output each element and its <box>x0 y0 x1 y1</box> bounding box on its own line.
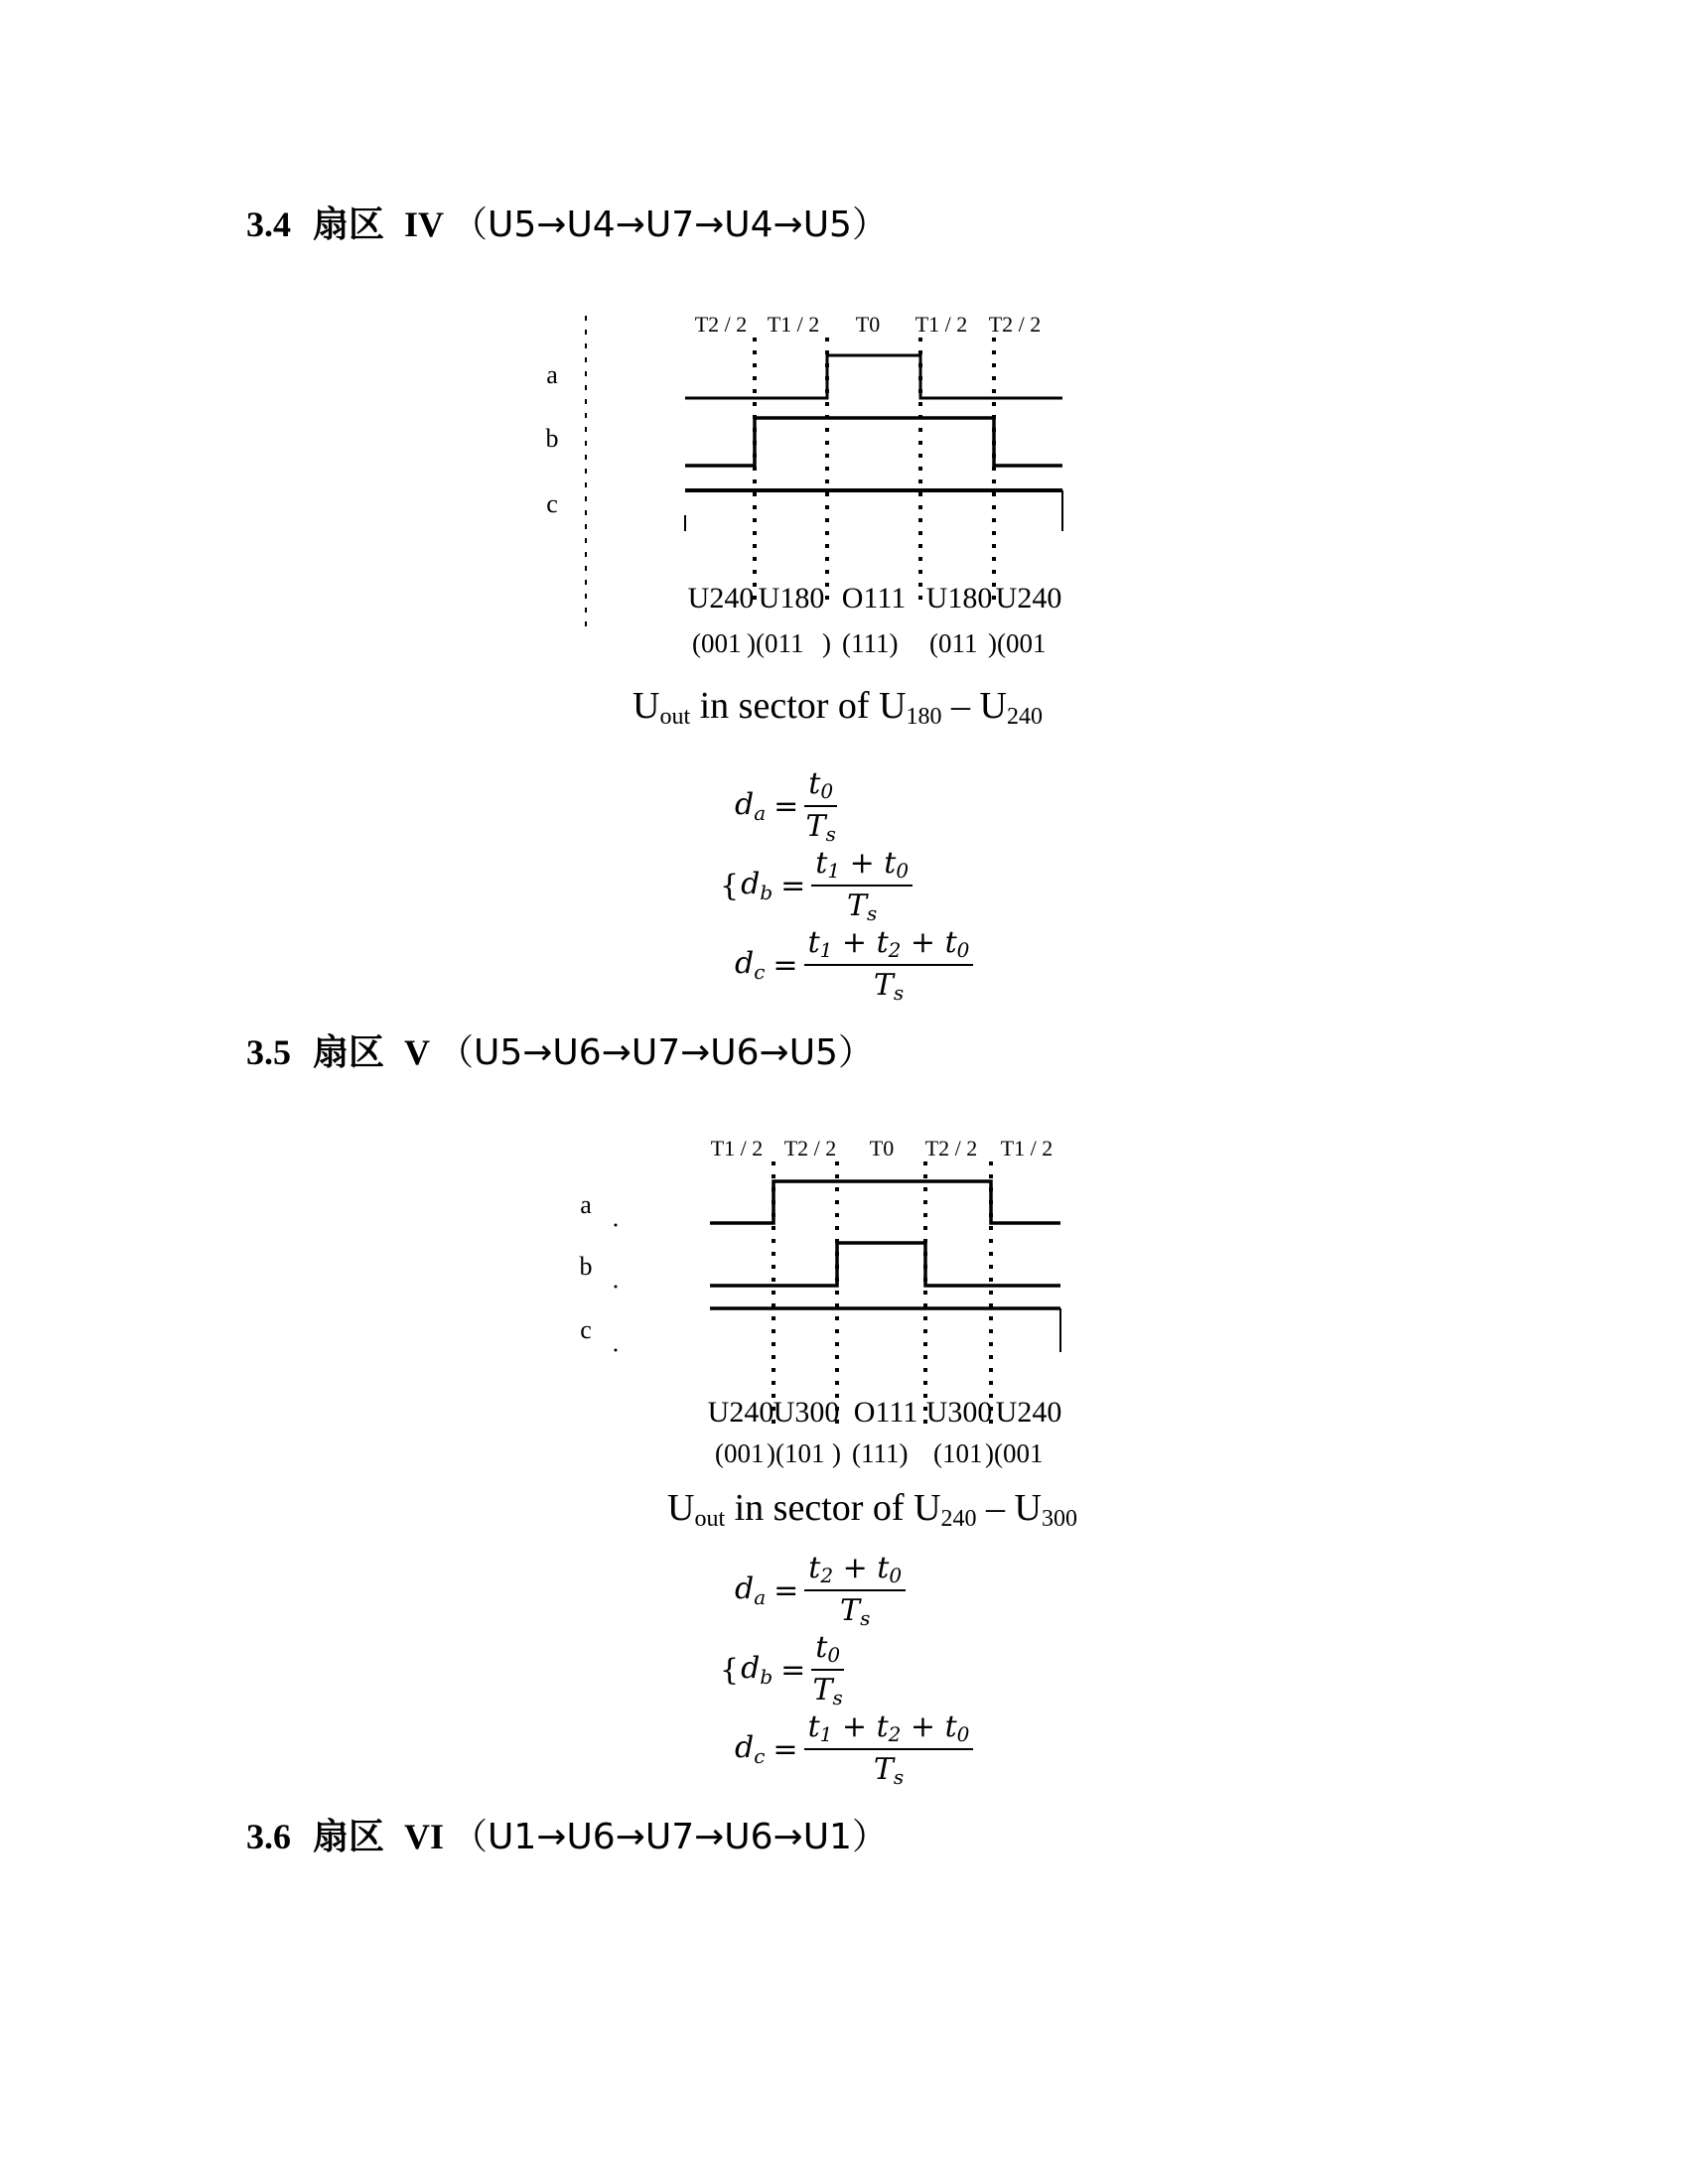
equation-da: $d_a$ = $\frac{t_0}{T_s}$ <box>735 766 836 846</box>
interval-label: T2 / 2 <box>988 312 1042 337</box>
diagram-caption: $U_{out}$ in sector of $U_{180} - U_{240}$ <box>633 685 1043 730</box>
section-title-cn: 扇区 <box>313 205 385 245</box>
vector-label: U240 <box>995 582 1062 614</box>
code-label: (001 <box>692 628 742 658</box>
vector-label: U240 <box>687 582 755 614</box>
code-label: (111) <box>842 628 899 658</box>
code-label: )(001 <box>985 1438 1044 1468</box>
section-title-roman: IV <box>404 205 445 244</box>
code-label: (111) <box>852 1438 909 1468</box>
section-number: 3.5 <box>246 1032 291 1072</box>
interval-label: T2 / 2 <box>783 1136 837 1160</box>
interval-label: T1 / 2 <box>1000 1136 1054 1160</box>
equation-dc: $d_c$ = $\frac{t_1 + t_2 + t_0}{T_s}$ <box>735 1709 973 1789</box>
equation-da: $d_a$ = $\frac{t_2 + t_0}{T_s}$ <box>735 1551 906 1630</box>
signal-label-a: a <box>580 1190 592 1219</box>
code-label: )(101 <box>767 1438 825 1468</box>
timing-diagram-sector-v <box>556 1122 1172 1469</box>
vector-label: U240 <box>995 1396 1062 1429</box>
vector-label: U180 <box>758 582 825 614</box>
equation-db: { $d_b$ = $\frac{t_1 + t_0}{T_s}$ <box>720 846 913 925</box>
vector-label: U180 <box>925 582 993 614</box>
signal-label-c: c <box>580 1315 592 1344</box>
code-label: (101 <box>933 1438 983 1468</box>
interval-label: T2 / 2 <box>694 312 748 337</box>
diagram-caption: $U_{out}$ in sector of $U_{240} - U_{300}$ <box>667 1487 1077 1532</box>
signal-label-a: a <box>546 360 558 389</box>
code-label: ) <box>832 1438 841 1468</box>
waveform-b <box>710 1243 1060 1286</box>
section-number: 3.4 <box>246 205 291 244</box>
interval-label: T0 <box>855 312 881 337</box>
code-label: )(001 <box>988 628 1047 658</box>
vector-label: U300 <box>773 1396 840 1429</box>
vector-sequence: （U1→U6→U7→U6→U1） <box>452 1817 888 1857</box>
timing-diagram-sector-iv <box>536 308 1172 665</box>
vector-label: O111 <box>853 1396 918 1429</box>
interval-label: T0 <box>869 1136 895 1160</box>
equation-db: { $d_b$ = $\frac{t_0}{T_s}$ <box>720 1630 843 1709</box>
equation-dc: $d_c$ = $\frac{t_1 + t_2 + t_0}{T_s}$ <box>735 925 973 1005</box>
interval-label: T2 / 2 <box>924 1136 978 1160</box>
vector-label: U240 <box>707 1396 774 1429</box>
section-title-cn: 扇区 <box>313 1817 385 1857</box>
interval-label: T1 / 2 <box>710 1136 764 1160</box>
signal-label-b: b <box>579 1252 593 1281</box>
signal-dots <box>615 1224 618 1352</box>
waveform-b <box>685 418 1062 466</box>
section-title-roman: VI <box>404 1817 445 1856</box>
signal-label-c: c <box>546 489 558 518</box>
waveform-a <box>710 1181 1060 1223</box>
code-label: (011 <box>929 628 978 658</box>
waveform-a <box>685 355 1062 398</box>
code-label: )(011 <box>747 628 804 658</box>
section-heading-3-6 <box>246 1819 888 1855</box>
section-title-roman: V <box>404 1032 431 1072</box>
vector-label: U300 <box>925 1396 993 1429</box>
section-heading-3-4 <box>246 206 888 243</box>
vector-sequence: （U5→U6→U7→U6→U5） <box>438 1032 874 1073</box>
vector-label: O111 <box>841 582 907 614</box>
interval-label: T1 / 2 <box>767 312 820 337</box>
section-heading-3-5 <box>246 1034 874 1071</box>
code-label: (001 <box>715 1438 765 1468</box>
vector-sequence: （U5→U4→U7→U4→U5） <box>452 205 888 245</box>
section-title-cn: 扇区 <box>313 1032 385 1073</box>
code-label: ) <box>822 628 831 658</box>
section-number: 3.6 <box>246 1817 291 1856</box>
interval-label: T1 / 2 <box>914 312 968 337</box>
signal-label-b: b <box>545 424 559 453</box>
